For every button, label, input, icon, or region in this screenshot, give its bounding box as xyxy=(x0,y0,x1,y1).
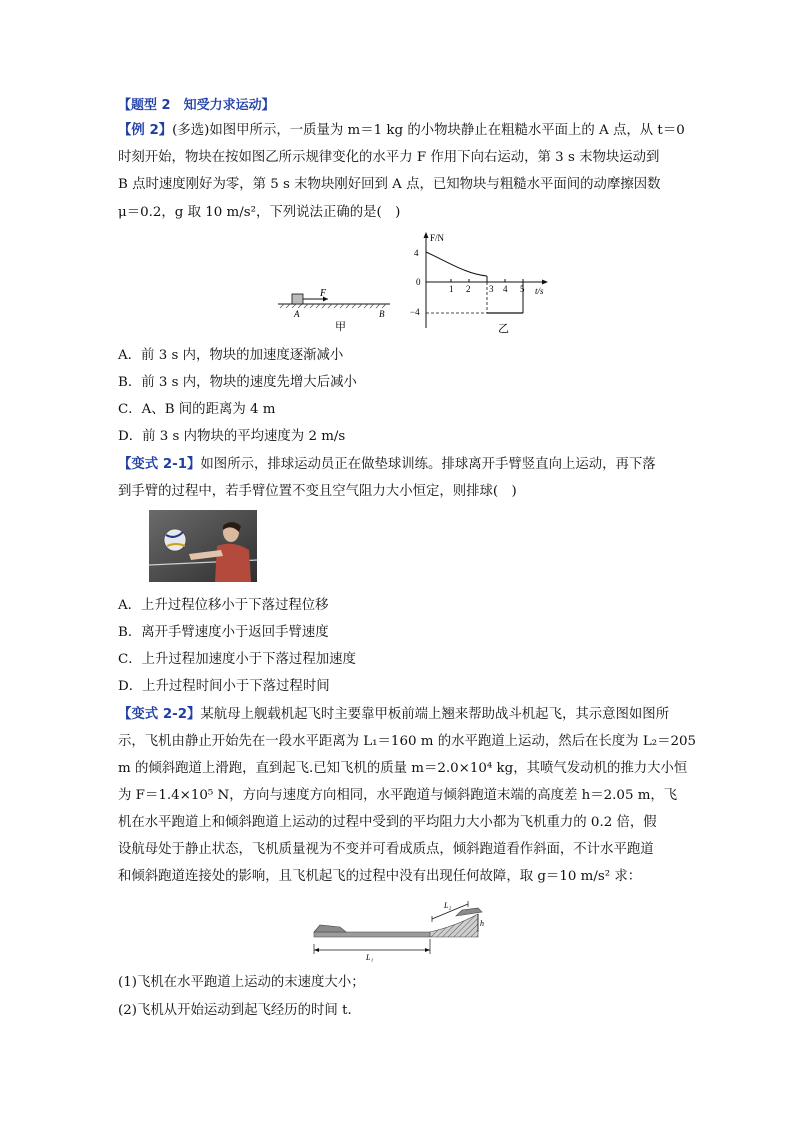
variant22-line-7: 和倾斜跑道连接处的影响，且飞机起飞的过程中没有出现任何故障，取 g＝10 m/s² 求： xyxy=(118,869,642,884)
variant21-option-c: C．上升过程加速度小于下落过程加速度 xyxy=(118,652,356,667)
y-axis-label: F/N xyxy=(430,233,445,243)
variant21-tag: 【变式 2-1】 xyxy=(118,457,201,472)
caption-yi: 乙 xyxy=(498,323,509,335)
variant22-line-6: 设航母处于静止状态，飞机质量视为不变并可看成质点，倾斜跑道看作斜面，不计水平跑道 xyxy=(118,842,654,857)
variant22-line-1 xyxy=(118,705,669,725)
player-body xyxy=(215,544,251,582)
volleyball-photo xyxy=(149,510,257,582)
example2-option-b: B．前 3 s 内，物块的速度先增大后减小 xyxy=(118,375,357,390)
force-curve xyxy=(426,252,487,276)
example2-option-c: C．A、B 间的距离为 4 m xyxy=(118,402,276,417)
figure-yi xyxy=(408,228,568,336)
y-tick-0: 0 xyxy=(416,277,421,287)
example2-text-1: (多选)如图甲所示，一质量为 m＝1 kg 的小物块静止在粗糙水平面上的 A 点，从 t＝0 xyxy=(172,123,685,138)
l1-label: L₁ xyxy=(366,953,374,962)
variant21-line-2: 到手臂的过程中，若手臂位置不变且空气阻力大小恒定，则排球( ) xyxy=(118,484,517,499)
x-tick-3: 3 xyxy=(489,284,494,294)
variant22-text-1: 某航母上舰载机起飞时主要靠甲板前端上翘来帮助战斗机起飞，其示意图如图所 xyxy=(200,707,670,722)
caption-jia: 甲 xyxy=(335,321,346,333)
l2-label: L₂ xyxy=(444,901,452,910)
h-label: h xyxy=(480,919,484,928)
x-tick-4: 4 xyxy=(503,284,508,294)
figure-jia xyxy=(272,282,412,334)
variant21-option-d: D．上升过程时间小于下落过程时间 xyxy=(118,679,330,694)
example2-option-a: A．前 3 s 内，物块的加速度逐渐减小 xyxy=(118,348,344,363)
point-b-label: B xyxy=(379,309,385,319)
force-label: F xyxy=(320,288,327,299)
variant22-line-4: 为 F＝1.4×10⁵ N，方向与速度方向相同，水平跑道与倾斜跑道末端的高度差 h＝2.05 m，飞 xyxy=(118,788,678,803)
x-tick-2: 2 xyxy=(466,284,471,294)
section-heading: 【题型 2 知受力求运动】 xyxy=(118,98,275,113)
variant21-text-1: 如图所示，排球运动员正在做垫球训练。排球离开手臂竖直向上运动，再下落 xyxy=(200,457,656,472)
example2-line-3: B 点时速度刚好为零，第 5 s 末物块刚好回到 A 点，已知物块与粗糙水平面间的动摩擦因数 xyxy=(118,177,661,192)
example2-option-d: D．前 3 s 内物块的平均速度为 2 m/s xyxy=(118,429,346,444)
variant22-line-5: 机在水平跑道上和倾斜跑道上运动的过程中受到的平均阻力大小都为飞机重力的 0.2 倍，假 xyxy=(118,815,657,830)
plane-start xyxy=(314,925,346,932)
example2-tag: 【例 2】 xyxy=(118,123,173,138)
block xyxy=(292,294,303,304)
runway-figure xyxy=(306,892,496,964)
variant21-option-b: B．离开手臂速度小于返回手臂速度 xyxy=(118,625,329,640)
variant22-tag: 【变式 2-2】 xyxy=(118,707,201,722)
example2-line-1 xyxy=(118,121,685,141)
y-tick-neg4: −4 xyxy=(410,307,420,317)
variant22-line-2: 示，飞机由静止开始先在一段水平距离为 L₁＝160 m 的水平跑道上运动，然后在长度为 L₂＝205 xyxy=(118,734,697,749)
variant22-line-3: m 的倾斜跑道上滑跑，直到起飞.已知飞机的质量 m＝2.0×10⁴ kg，其喷气发动机的推力大小恒 xyxy=(118,761,688,776)
variant21-line-1 xyxy=(118,455,656,475)
x-tick-1: 1 xyxy=(449,284,454,294)
x-axis-label: t/s xyxy=(535,286,544,296)
question-1: (1)飞机在水平跑道上运动的末速度大小； xyxy=(118,975,365,990)
y-tick-4: 4 xyxy=(414,248,419,258)
ramp xyxy=(430,914,478,937)
example2-line-2: 时刻开始，物块在按如图乙所示规律变化的水平力 F 作用下向右运动，第 3 s 末物块运动到 xyxy=(118,150,660,165)
variant21-option-a: A．上升过程位移小于下落过程位移 xyxy=(118,598,329,613)
point-a-label: A xyxy=(294,309,300,319)
question-2: (2)飞机从开始运动到起飞经历的时间 t. xyxy=(118,1003,352,1018)
x-tick-5: 5 xyxy=(520,284,525,294)
example2-line-4: μ＝0.2，g 取 10 m/s²，下列说法正确的是( ) xyxy=(118,205,401,220)
